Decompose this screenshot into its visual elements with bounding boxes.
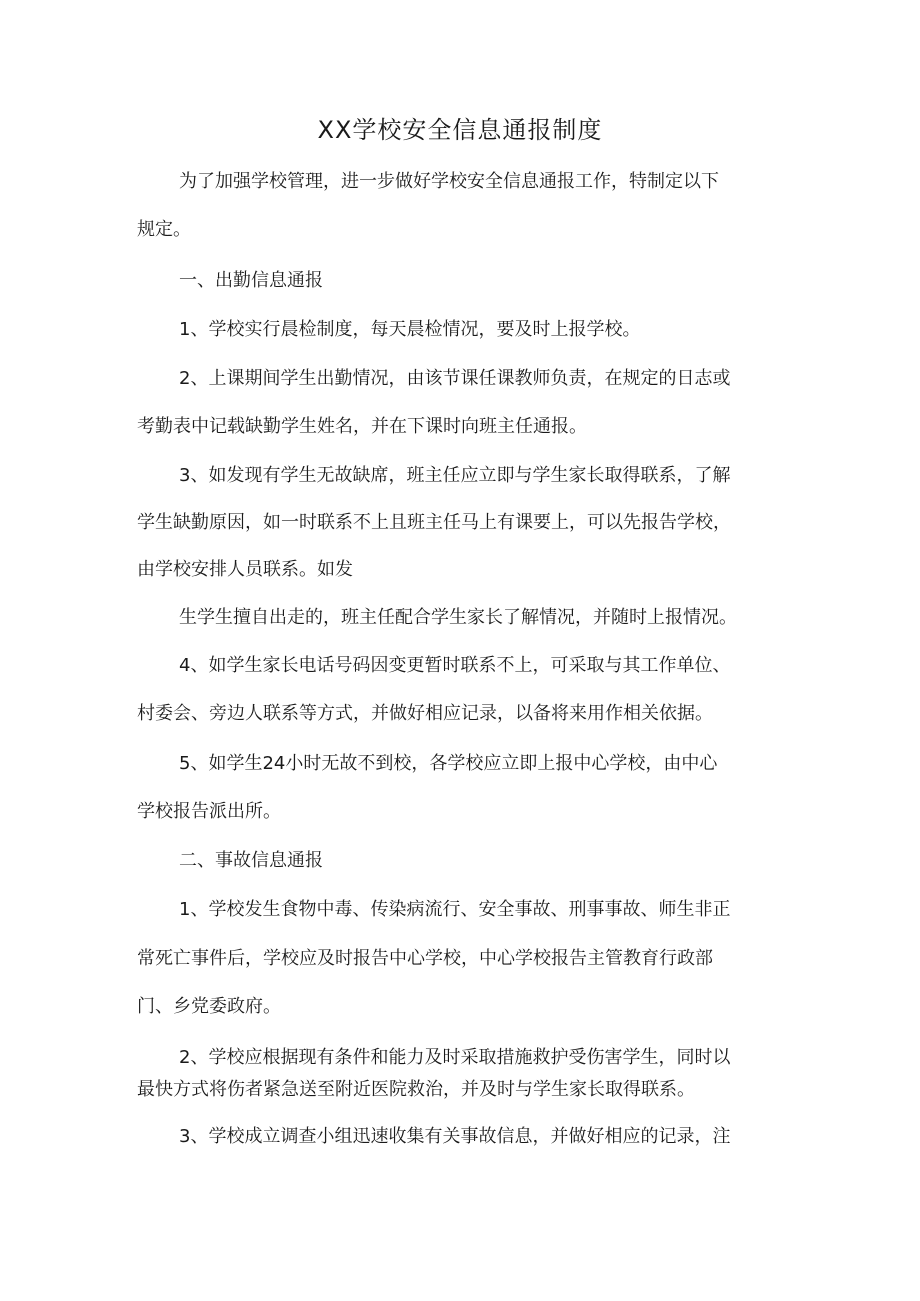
paragraph-line: 规定。 [137, 219, 191, 240]
paragraph-line: 3、学校成立调查小组迅速收集有关事故信息，并做好相应的记录，注 [179, 1126, 731, 1147]
paragraph-line: 4、如学生家长电话号码因变更暂时联系不上，可采取与其工作单位、 [179, 655, 731, 676]
paragraph-line: 最快方式将伤者紧急送至附近医院救治，并及时与学生家长取得联系。 [137, 1079, 695, 1100]
section-heading: 二、事故信息通报 [179, 850, 323, 871]
paragraph-line: 2、上课期间学生出勤情况，由该节课任课教师负责，在规定的日志或 [179, 368, 731, 389]
paragraph-line: 门、乡党委政府。 [137, 996, 281, 1017]
paragraph-line: 为了加强学校管理，进一步做好学校安全信息通报工作，特制定以下 [179, 171, 719, 192]
paragraph-line: 常死亡事件后，学校应及时报告中心学校，中心学校报告主管教育行政部 [137, 948, 713, 969]
paragraph-line: 学校报告派出所。 [137, 801, 281, 822]
section-heading: 一、出勤信息通报 [179, 270, 323, 291]
paragraph-line: 生学生擅自出走的，班主任配合学生家长了解情况，并随时上报情况。 [179, 607, 737, 628]
document-title: XX学校安全信息通报制度 [317, 116, 603, 144]
paragraph-line: 村委会、旁边人联系等方式，并做好相应记录，以备将来用作相关依据。 [137, 703, 713, 724]
paragraph-line: 5、如学生24小时无故不到校，各学校应立即上报中心学校，由中心 [179, 753, 718, 774]
paragraph-line: 1、学校实行晨检制度，每天晨检情况，要及时上报学校。 [179, 319, 641, 340]
paragraph-line: 1、学校发生食物中毒、传染病流行、安全事故、刑事事故、师生非正 [179, 899, 731, 920]
paragraph-line: 学生缺勤原因，如一时联系不上且班主任马上有课要上，可以先报告学校， [137, 512, 731, 533]
paragraph-line: 3、如发现有学生无故缺席，班主任应立即与学生家长取得联系，了解 [179, 465, 731, 486]
paragraph-line: 2、学校应根据现有条件和能力及时采取措施救护受伤害学生，同时以 [179, 1047, 731, 1068]
paragraph-line: 考勤表中记载缺勤学生姓名，并在下课时向班主任通报。 [137, 416, 587, 437]
paragraph-line: 由学校安排人员联系。如发 [137, 559, 353, 580]
